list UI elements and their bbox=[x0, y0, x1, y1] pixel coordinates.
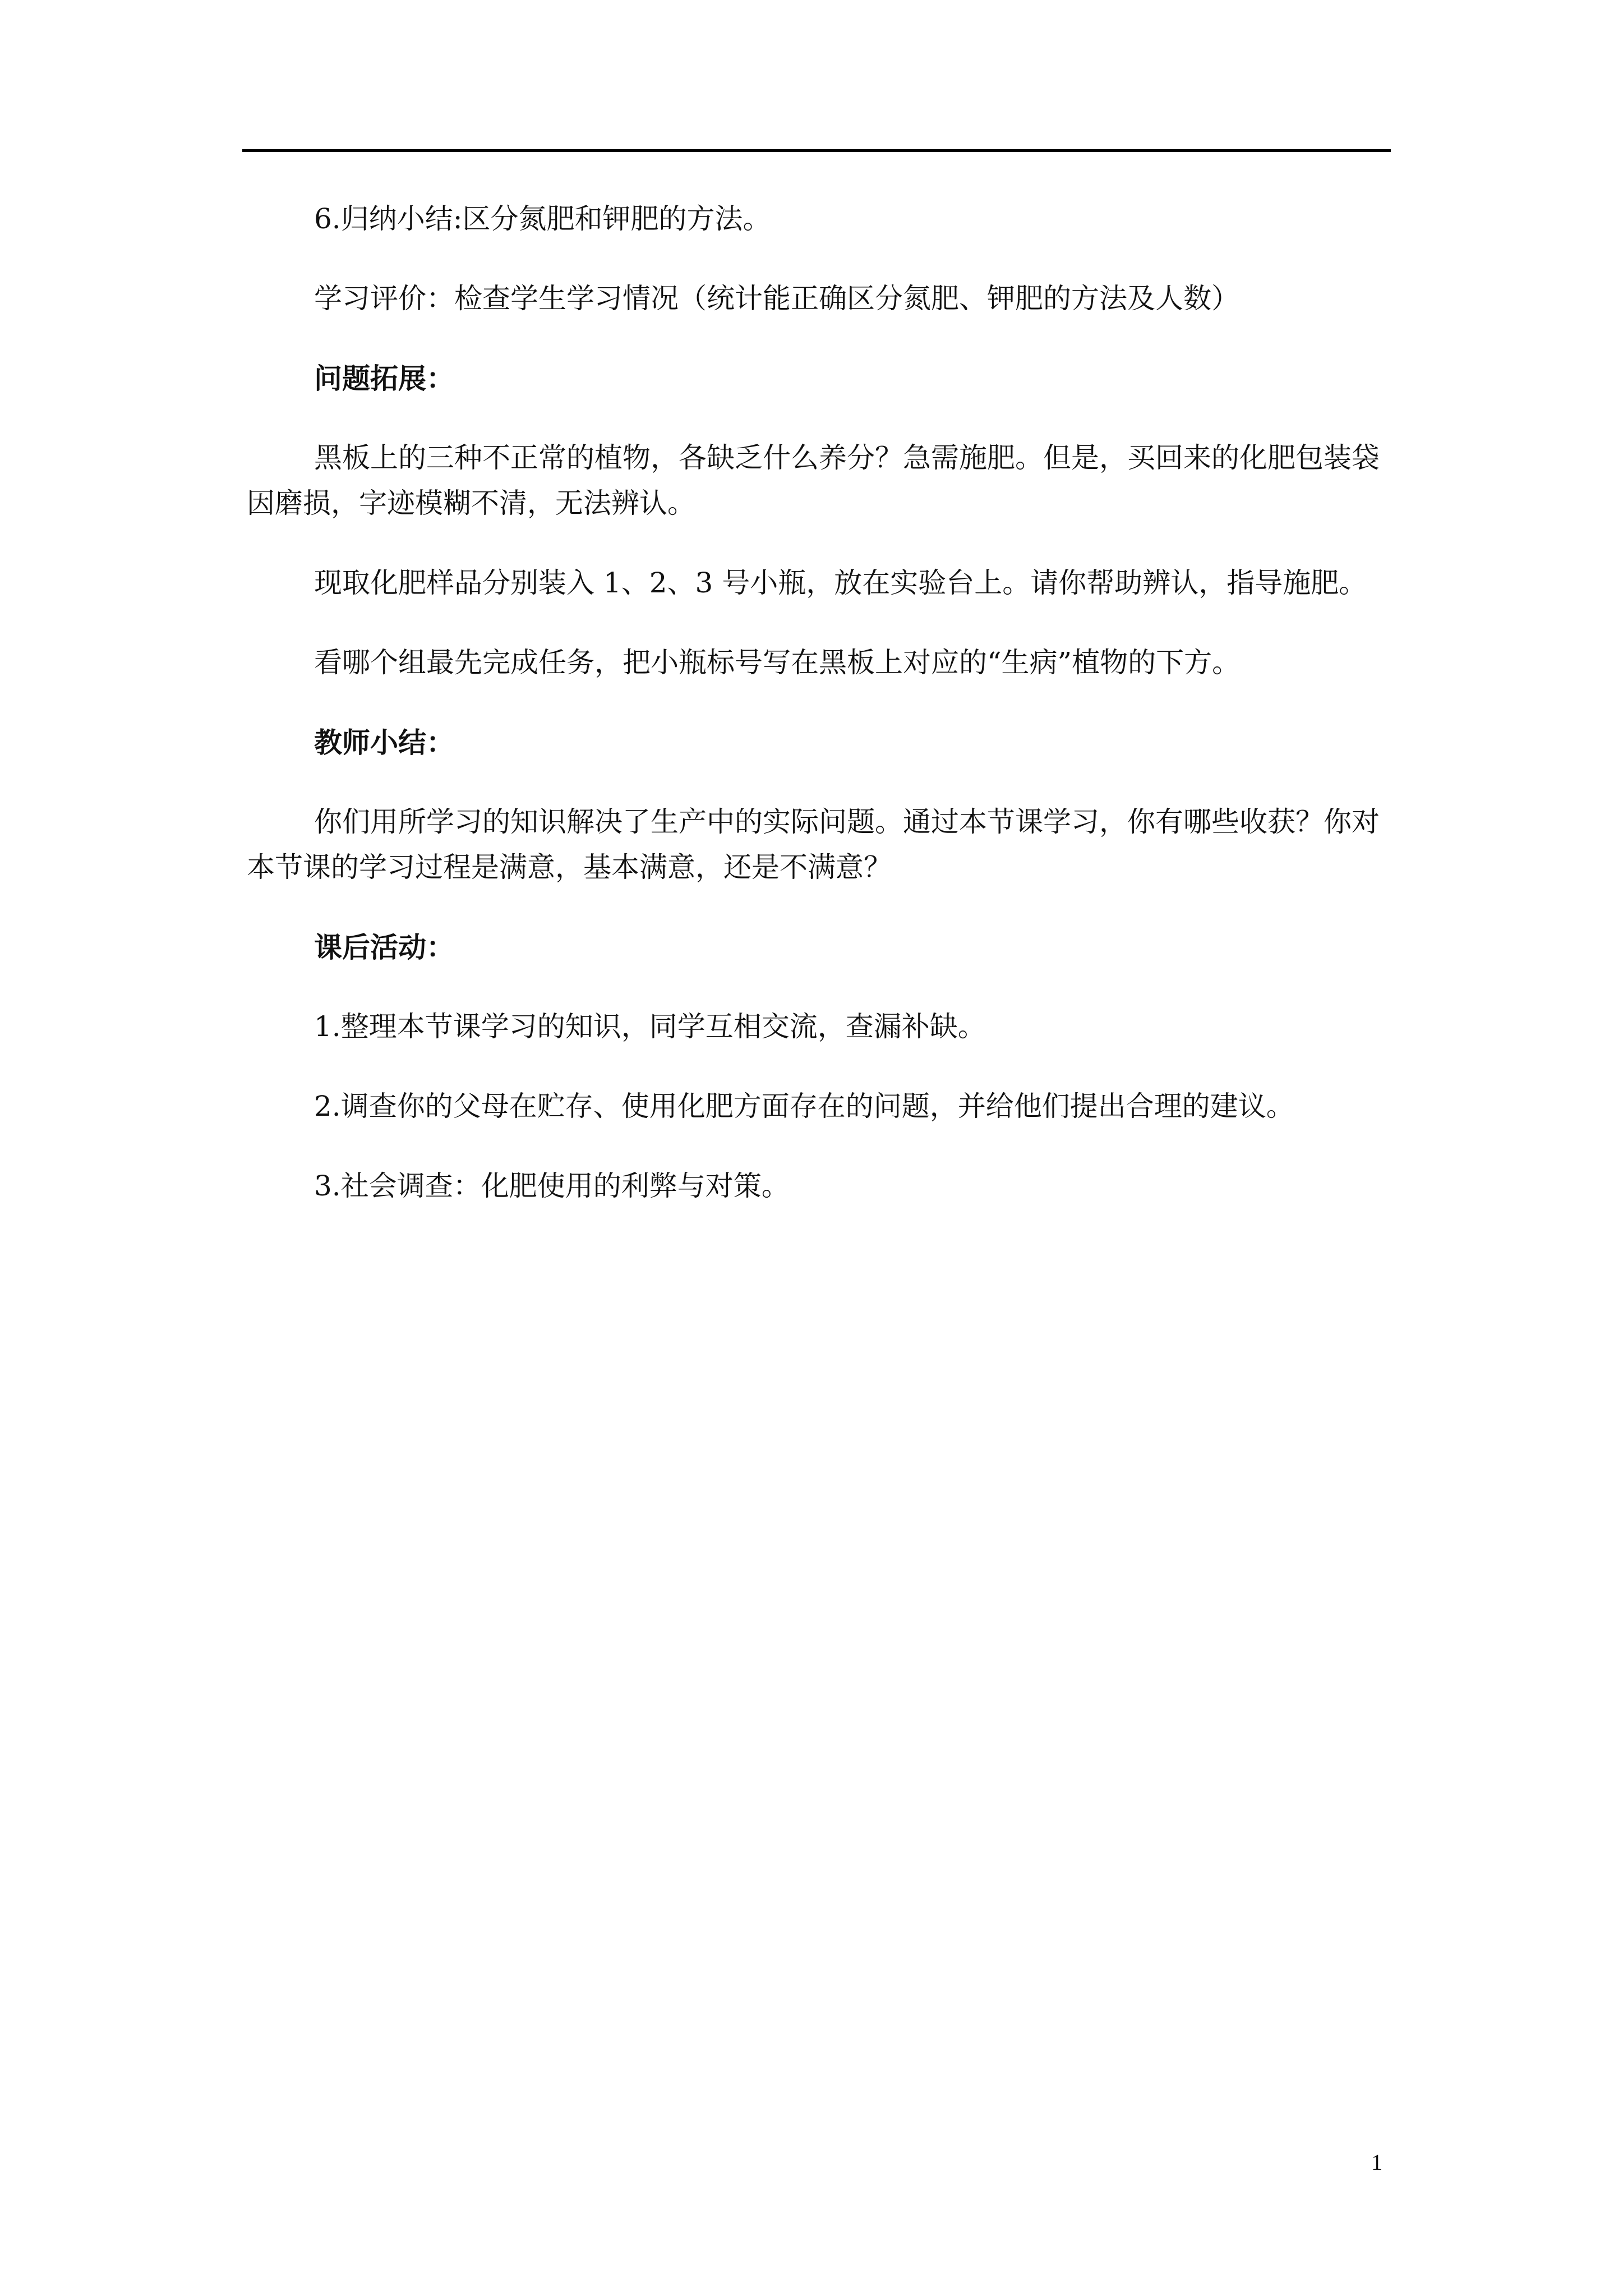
header-rule bbox=[242, 149, 1391, 152]
document-body bbox=[247, 196, 1391, 1209]
learning-evaluation-paragraph: 学习评价：检查学生学习情况（统计能正确区分氮肥、钾肥的方法及人数） bbox=[314, 282, 1239, 315]
page-number: 1 bbox=[1371, 2150, 1382, 2175]
after-class-item-2: 2.调查你的父母在贮存、使用化肥方面存在的问题，并给他们提出合理的建议。 bbox=[314, 1090, 1294, 1122]
teacher-summary-heading: 教师小结： bbox=[314, 726, 454, 759]
teacher-summary-paragraph: 你们用所学习的知识解决了生产中的实际问题。通过本节课学习，你有哪些收获？你对本节课的学习过程是满意，基本满意，还是不满意？ bbox=[247, 806, 1380, 884]
after-class-heading: 课后活动： bbox=[314, 931, 454, 964]
extension-heading: 问题拓展： bbox=[314, 362, 454, 395]
extension-paragraph-1: 黑板上的三种不正常的植物，各缺乏什么养分？急需施肥。但是，买回来的化肥包装袋因磨损，字迹模糊不清，无法辨认。 bbox=[247, 441, 1380, 519]
after-class-item-1: 1.整理本节课学习的知识，同学互相交流，查漏补缺。 bbox=[314, 1010, 986, 1043]
extension-paragraph-3: 看哪个组最先完成任务，把小瓶标号写在黑板上对应的“生病”植物的下方。 bbox=[314, 646, 1241, 679]
after-class-item-3: 3.社会调查：化肥使用的利弊与对策。 bbox=[314, 1170, 790, 1202]
summary-paragraph: 6.归纳小结:区分氮肥和钾肥的方法。 bbox=[314, 203, 771, 235]
extension-paragraph-2: 现取化肥样品分别装入 1、2、3 号小瓶，放在实验台上。请你帮助辨认，指导施肥。 bbox=[314, 567, 1367, 599]
